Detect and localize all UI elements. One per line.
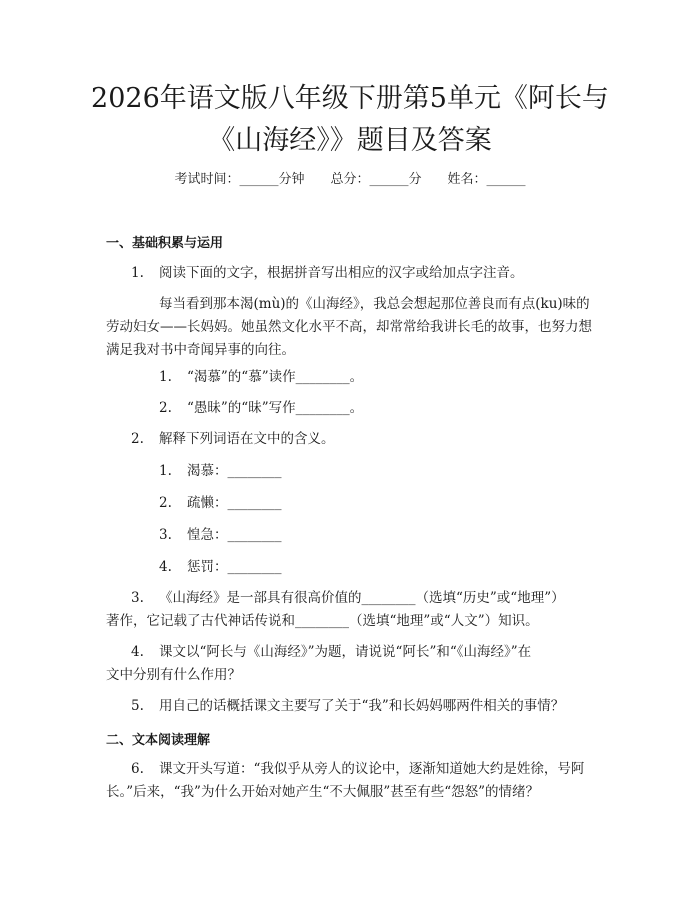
q1-sub-2: 2. “愚昧”的“昧”写作________。 (159, 400, 364, 416)
q2-sub-1: 1. 渴慕：________ (159, 463, 282, 479)
title-line-2: 《山海经》》题目及答案 (208, 125, 492, 156)
question-2 (131, 428, 335, 451)
question-3 (131, 587, 565, 610)
question-number: 6. (131, 761, 144, 777)
question-text: 阅读下面的文字，根据拼音写出相应的汉字或给加点字注音。 (159, 265, 524, 281)
question-4 (131, 641, 531, 664)
passage-line-3: 满足我对书中奇闻异事的向往。 (106, 342, 295, 358)
page-title (0, 78, 700, 162)
q2-sub-4: 4. 惩罚：________ (159, 559, 282, 575)
question-text: 课文以“阿长与《山海经》”为题，请说说“阿长”和“《山海经》”在 (159, 644, 532, 660)
passage-line-1: 每当看到那本渴(mù)的《山海经》，我总会想起那位善良而有点(ku)味的 (159, 296, 590, 312)
q2-sub-3: 3. 惶急：________ (159, 527, 282, 543)
section-heading-2: 二、文本阅读理解 (106, 733, 211, 748)
q2-sub-2: 2. 疏懒：________ (159, 495, 282, 511)
question-5 (131, 695, 564, 718)
title-line-1: 2026年语文版八年级下册第5单元《阿长与 (91, 83, 609, 114)
question-number: 5. (131, 698, 144, 714)
question-number: 3. (131, 590, 144, 606)
question-6 (131, 758, 584, 781)
question-4-line-2: 文中分别有什么作用？ (106, 667, 241, 683)
q1-sub-1: 1. “渴慕”的“慕”读作________。 (159, 369, 364, 385)
question-6-line-2: 长。”后来，“我”为什么开始对她产生“不大佩服”甚至有些“怨怒”的情绪？ (106, 784, 540, 800)
exam-meta: 考试时间：______分钟 总分：______分 姓名：______ (174, 172, 526, 187)
question-number: 2. (131, 431, 144, 447)
question-number: 4. (131, 644, 144, 660)
question-number: 1. (131, 265, 144, 281)
question-text: 《山海经》是一部具有很高价值的________（选填“历史”或“地理”） (159, 590, 565, 606)
question-text: 课文开头写道：“我似乎从旁人的议论中，逐渐知道她大约是姓徐，号阿 (159, 761, 585, 777)
question-text: 用自己的话概括课文主要写了关于“我”和长妈妈哪两件相关的事情？ (159, 698, 565, 714)
question-text: 解释下列词语在文中的含义。 (159, 431, 335, 447)
section-heading-1: 一、基础积累与运用 (106, 236, 224, 251)
passage-line-2: 劳动妇女——长妈妈。她虽然文化水平不高，却常常给我讲长毛的故事，也努力想 (106, 319, 592, 335)
question-3-line-2: 著作，它记载了古代神话传说和________（选填“地理”或“人文”）知识。 (106, 613, 539, 629)
question-1 (131, 262, 524, 285)
